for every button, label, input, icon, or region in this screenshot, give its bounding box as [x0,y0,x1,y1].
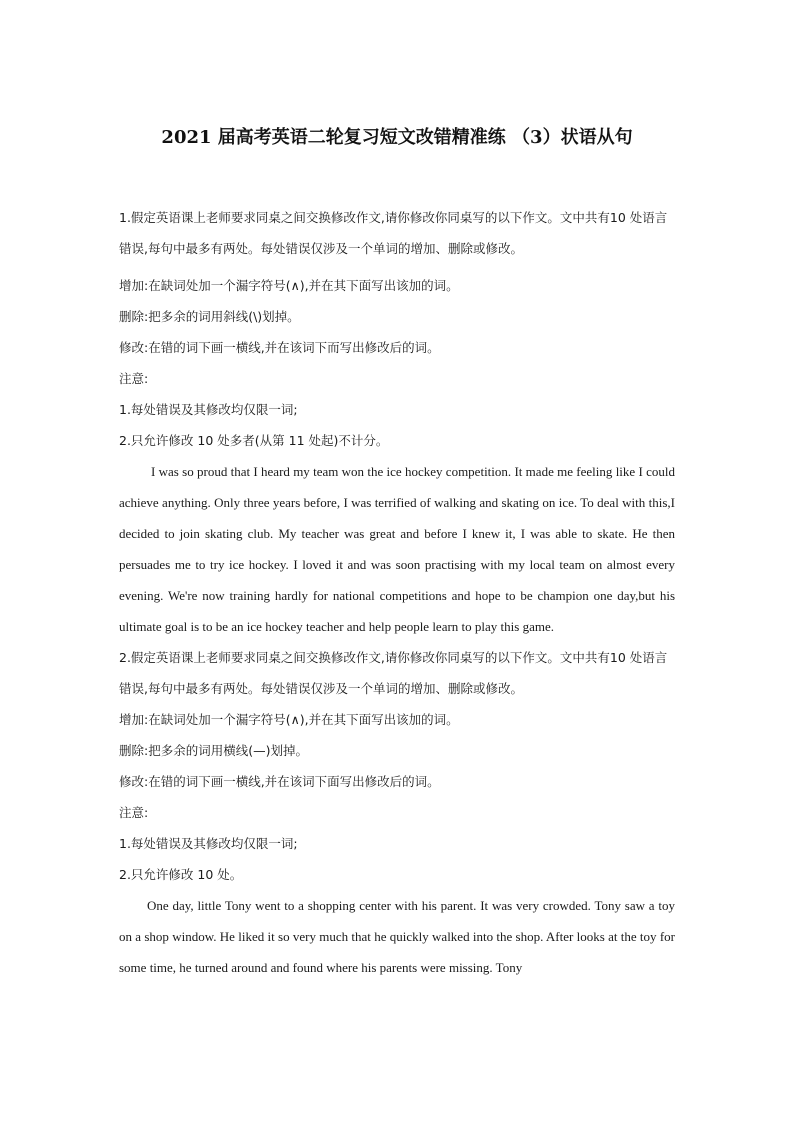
exercise-1-add-rule: 增加:在缺词处加一个漏字符号(∧),并在其下面写出该加的词。 [119,278,459,293]
exercise-1-note-1: 1.每处错误及其修改均仅限一词; [119,402,298,417]
exercise-2-passage: One day, little Tony went to a shopping center with his parent. It was very crowded. Tony saw a toy on a shop window. He liked it so very much that he quickly walked into the shop. After looks at the toy for some time, he turned around and found where his parents were missing. Tony [119,898,675,975]
exercise-2-modify-rule: 修改:在错的词下画一横线,并在该词下面写出修改后的词。 [119,774,440,789]
exercise-1-note-2: 2.只允许修改 10 处多者(从第 11 处起)不计分。 [119,433,389,448]
exercise-1-modify-rule: 修改:在错的词下画一横线,并在该词下而写出修改后的词。 [119,340,440,355]
exercise-1 [119,202,675,642]
exercise-2 [119,642,675,983]
exercise-1-delete-rule: 删除:把多余的词用斜线(\)划掉。 [119,309,300,324]
exercise-2-notes-label: 注意: [119,805,149,820]
exercise-2-instruction: 2.假定英语课上老师要求同桌之间交换修改作文,请你修改你同桌写的以下作文。文中共有10 处语言错误,每句中最多有两处。每处错误仅涉及一个单词的增加、删除或修改。 [119,650,668,696]
exercise-1-passage: I was so proud that I heard my team won the ice hockey competition. It made me feeling like I could achieve anything. Only three years before, I was terrified of walking and skating on ice. To deal with this,I decided to join skating club. My teacher was great and before I knew it, I was able to skate. He then persuades me to try ice hockey. I loved it and was soon practising with my local team on almost every evening. We're now training hardly for national competitions and hope to be champion one day,but his ultimate goal is to be an ice hockey teacher and help people learn to play this game. [119,464,675,634]
page-title: 2021 届高考英语二轮复习短文改错精准练 （3）状语从句 [161,127,633,148]
exercise-1-notes-label: 注意: [119,371,149,386]
document-body [119,202,675,983]
exercise-2-delete-rule: 删除:把多余的词用横线(—)划掉。 [119,743,308,758]
exercise-2-add-rule: 增加:在缺词处加一个漏字符号(∧),并在其下面写出该加的词。 [119,712,459,727]
exercise-2-note-1: 1.每处错误及其修改均仅限一词; [119,836,298,851]
exercise-2-note-2: 2.只允许修改 10 处。 [119,867,243,882]
exercise-1-instruction: 1.假定英语课上老师要求同桌之间交换修改作文,请你修改你同桌写的以下作文。文中共有10 处语言错误,每句中最多有两处。每处错误仅涉及一个单词的增加、删除或修改。 [119,210,668,256]
